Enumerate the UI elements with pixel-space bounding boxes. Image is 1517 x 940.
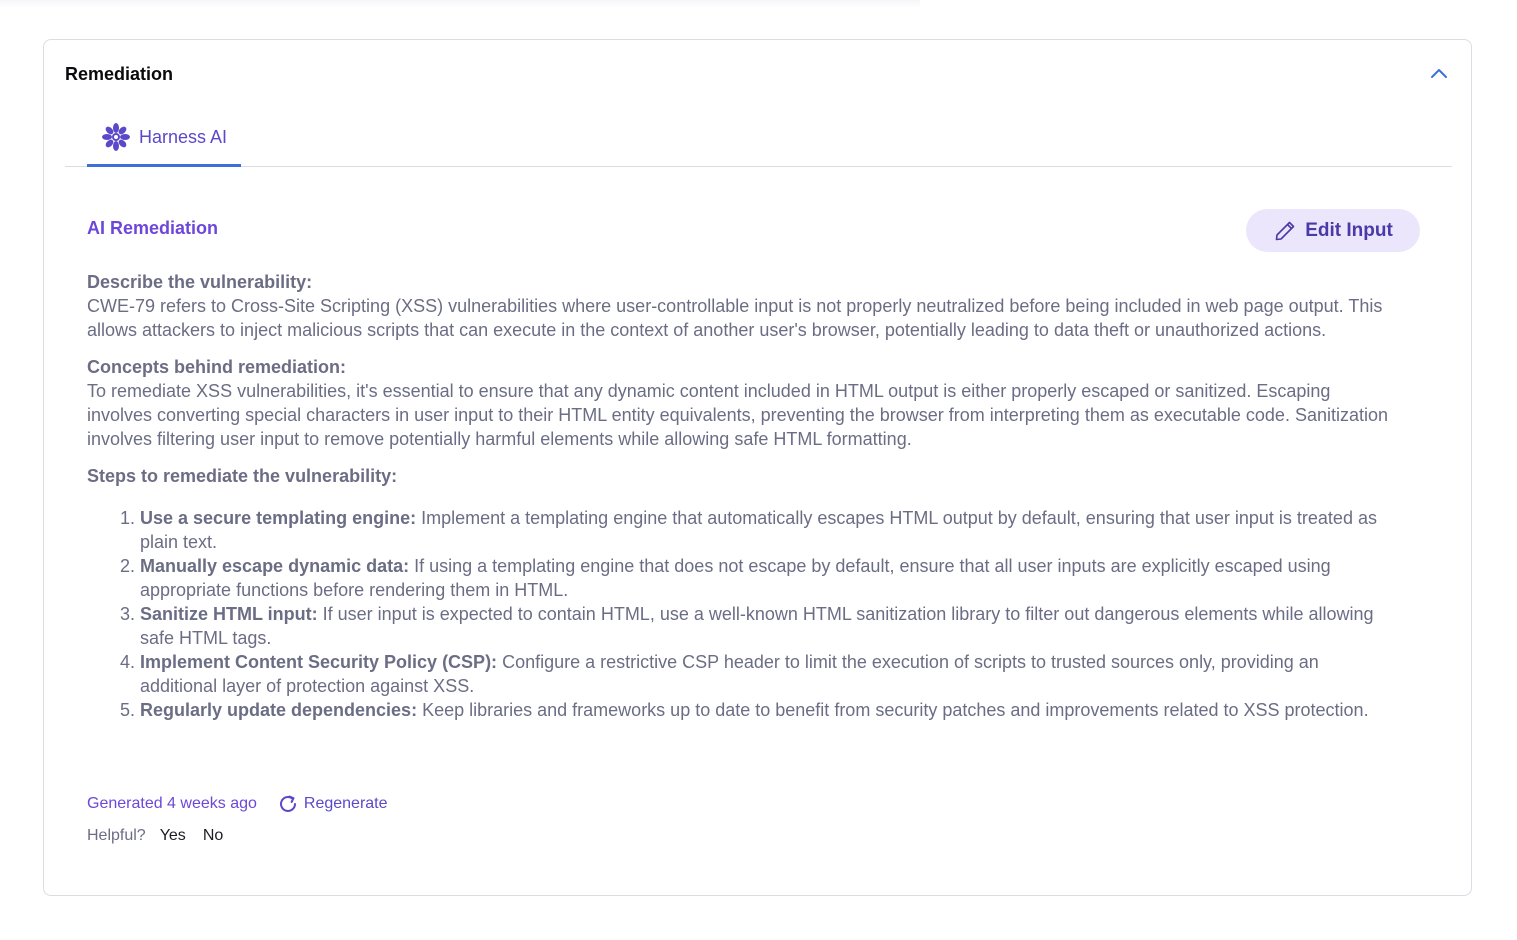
concepts-text: To remediate XSS vulnerabilities, it's essential to ensure that any dynamic content included in HTML output is either properly escaped or sanitized. Escaping involves converting special characters in user input to their HTML entity equivalents, preventing the browser from interpreting them as executable code. Sanitization involves filtering user input to remove potentially harmful elements while allowing safe HTML formatting. [87,381,1389,449]
generated-row [87,792,388,816]
top-shade [0,0,920,8]
remediation-footer [87,792,388,848]
step-title: Use a secure templating engine: [140,508,417,528]
step-item [140,650,1399,698]
step-text: If user input is expected to contain HTML, use a well-known HTML sanitization library to filter out dangerous elements while allowing safe HTML tags. [140,604,1374,648]
remediation-body [87,270,1399,722]
edit-input-label: Edit Input [1305,219,1393,241]
step-text: Configure a restrictive CSP header to limit the execution of scripts to trusted sources only, providing an additional layer of protection against XSS. [140,652,1319,696]
pencil-icon [1273,219,1297,243]
steps-heading: Steps to remediate the vulnerability: [87,466,398,486]
step-title: Regularly update dependencies: [140,700,418,720]
chevron-up-icon [1430,67,1448,79]
step-item [140,698,1399,722]
step-item [140,602,1399,650]
step-title: Implement Content Security Policy (CSP): [140,652,498,672]
refresh-icon [277,793,299,815]
feedback-no-button[interactable]: No [202,827,224,844]
step-text: If using a templating engine that does not escape by default, ensure that all user inputs are explicitly escaped using appropriate functions before rendering them in HTML. [140,556,1331,600]
regenerate-button[interactable] [277,793,388,815]
tab-label: Harness AI [138,126,228,147]
tab-harness-ai[interactable] [87,110,241,167]
collapse-button[interactable] [1427,61,1451,85]
generated-text: Generated 4 weeks ago [87,795,257,812]
steps-list [87,506,1399,722]
step-item [140,554,1399,602]
step-text: Keep libraries and frameworks up to date to benefit from security patches and improvements related to XSS protection. [417,700,1369,720]
step-text: Implement a templating engine that automatically escapes HTML output by default, ensuring that user input is treated as plain text. [140,508,1377,552]
describe-heading: Describe the vulnerability: [87,272,313,292]
panel-header [65,62,1451,86]
concepts-heading: Concepts behind remediation: [87,357,347,377]
helpful-label: Helpful? [87,827,146,844]
feedback-yes-button[interactable]: Yes [159,827,186,844]
step-title: Manually escape dynamic data: [140,556,410,576]
step-item [140,506,1399,554]
ai-remediation-title: AI Remediation [87,218,219,238]
remediation-panel [43,39,1472,896]
describe-text: CWE-79 refers to Cross-Site Scripting (XSS) vulnerabilities where user-controllable input is not properly neutralized before being included in web page output. This allows attackers to inject malicious scripts that can execute in the context of another user's browser, potentially leading to data theft or unauthorized actions. [87,296,1383,340]
concepts-section [87,355,1399,451]
step-title: Sanitize HTML input: [140,604,318,624]
describe-section [87,270,1399,342]
regenerate-label: Regenerate [303,795,388,812]
panel-title: Remediation [65,64,174,84]
harness-ai-icon [101,122,131,152]
feedback-row [87,824,388,848]
tab-bar [65,110,1452,167]
edit-input-button[interactable] [1246,209,1420,252]
